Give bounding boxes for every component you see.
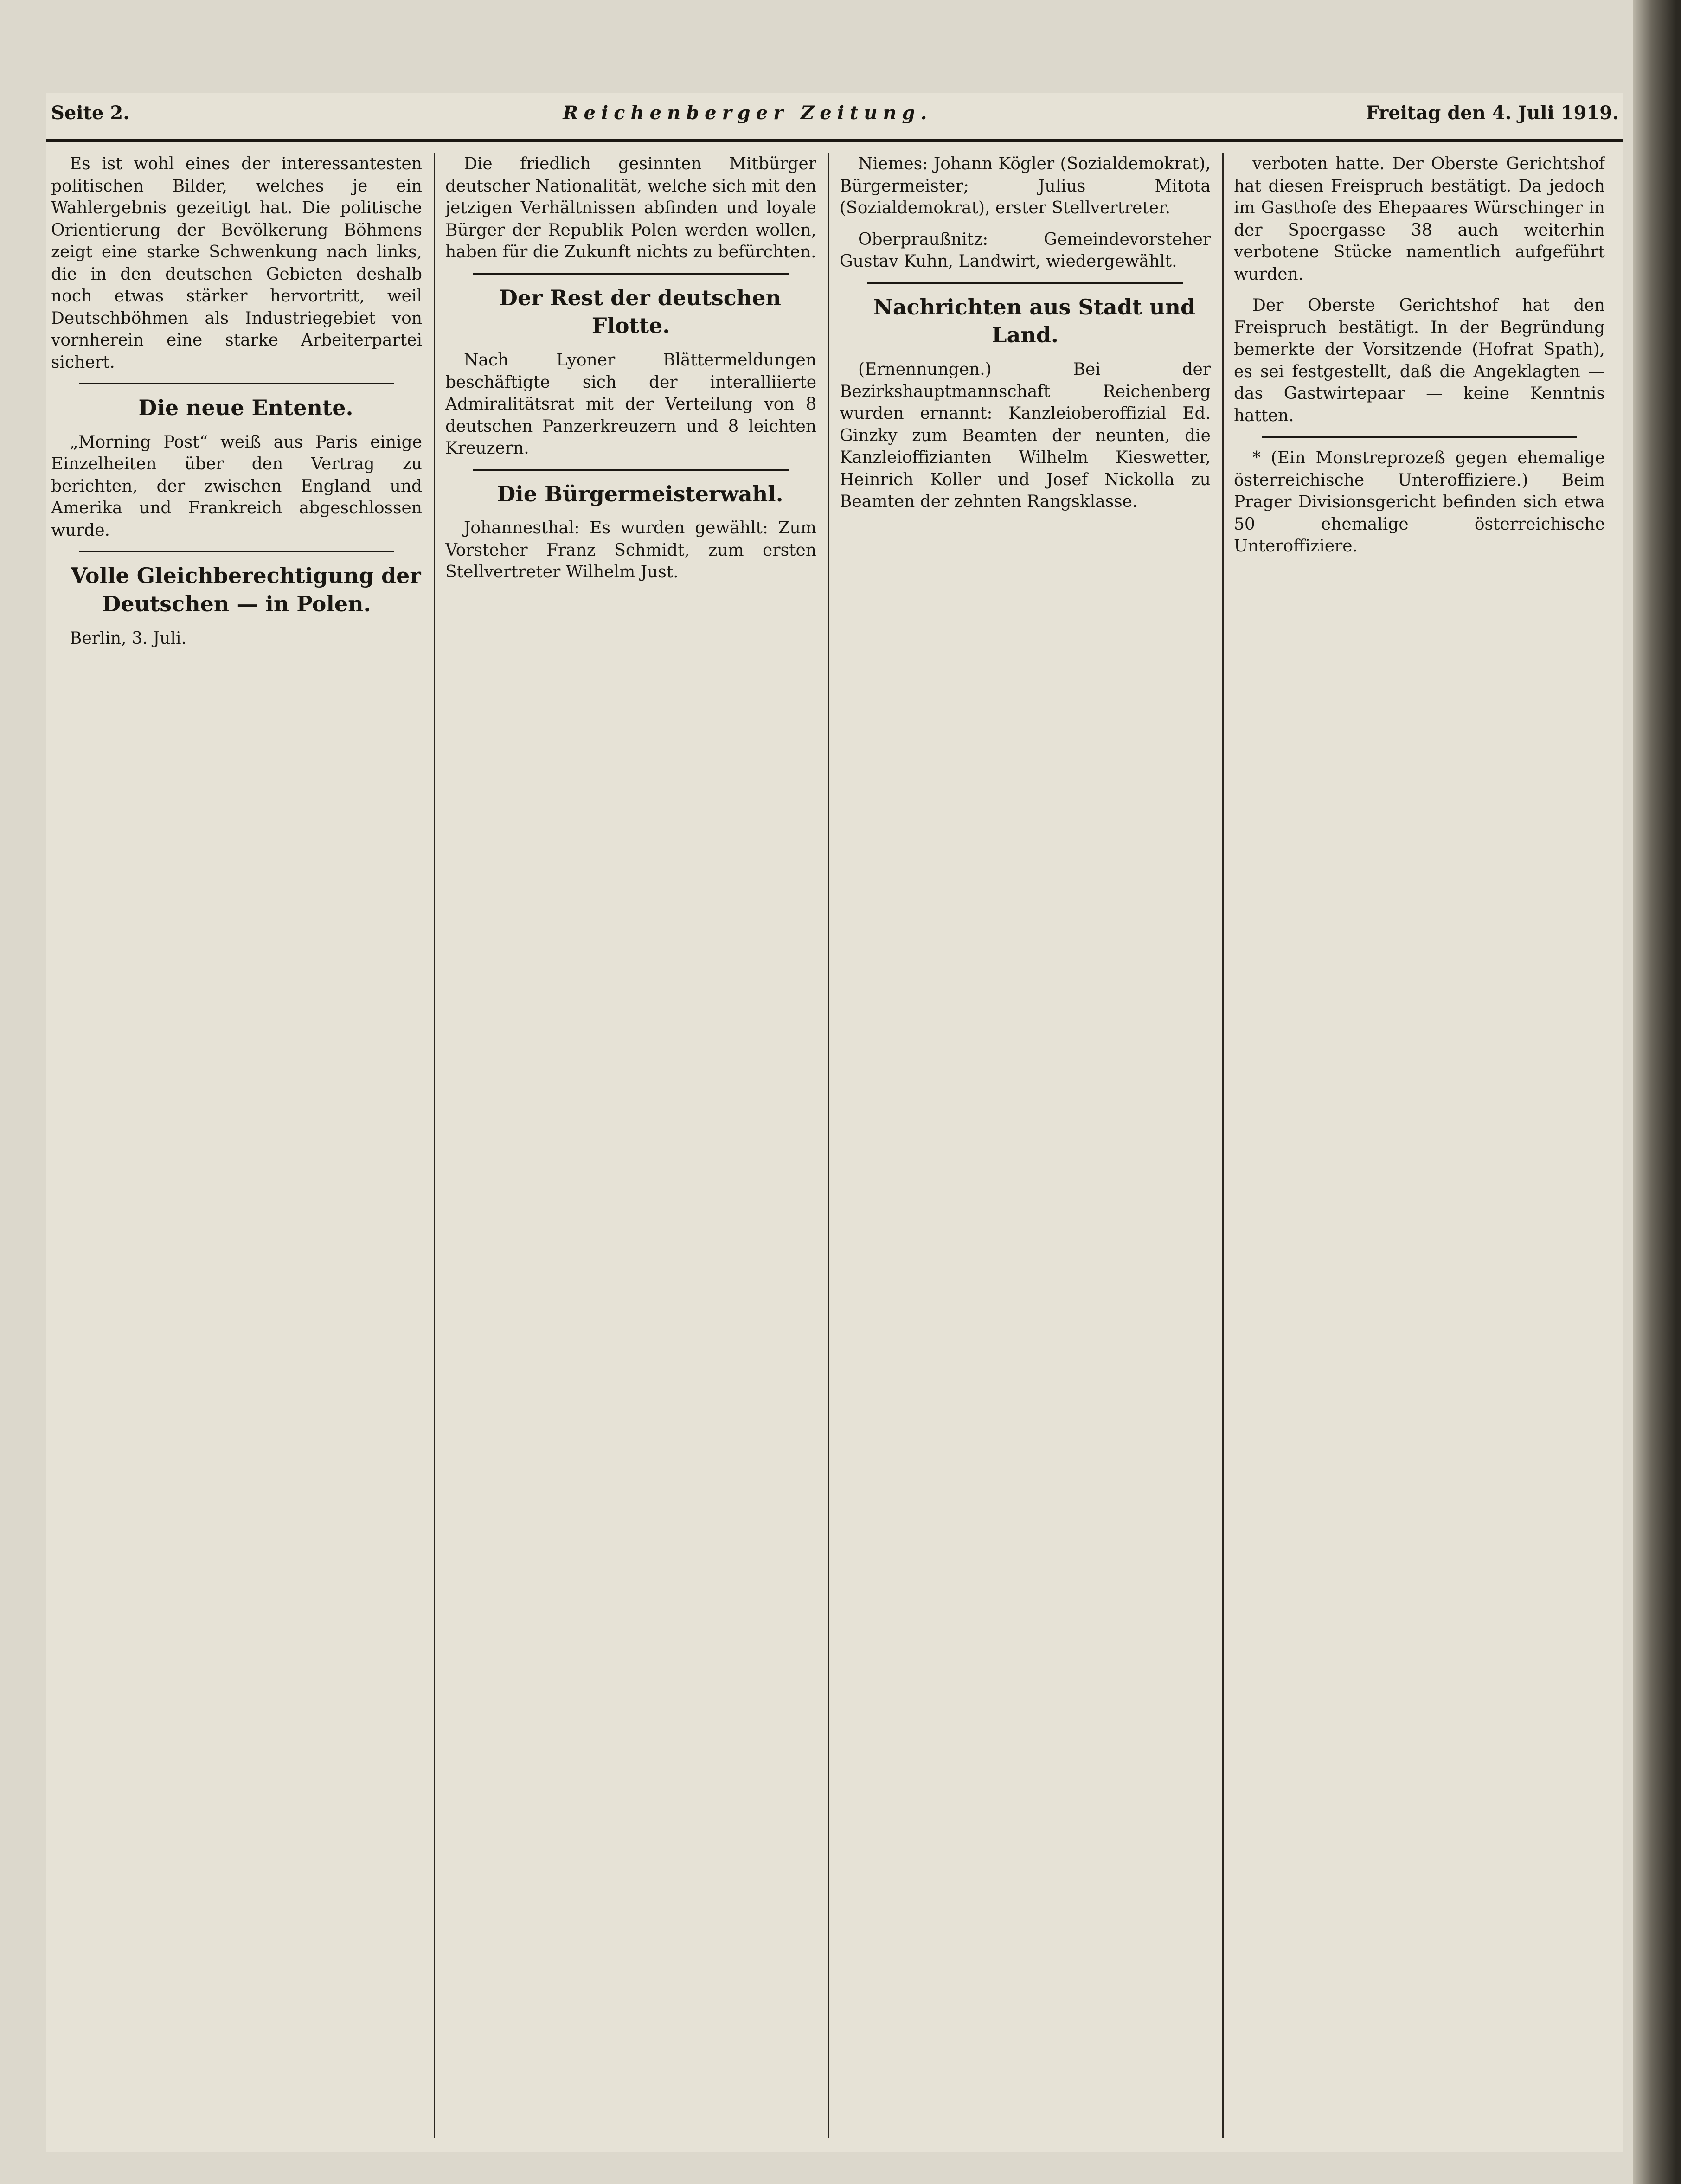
column-1 xyxy=(51,153,422,2138)
page-number: Seite 2. xyxy=(51,102,130,124)
article-paragraph: verboten hatte. Der Oberste Gerichtshof hat diesen Freispruch bestätigt. Da jedoch im Gasthofe des Ehepaares Würschinger in der Spoergasse 38 auch weiterhin verbotene Stücke namentlich aufgeführt wurden. xyxy=(1234,154,1605,284)
article-separator xyxy=(79,383,394,384)
article-separator xyxy=(867,282,1183,284)
column-4 xyxy=(1234,153,1605,2138)
headline: Nachrichten aus Stadt und Land. xyxy=(873,294,1196,348)
issue-date: Freitag den 4. Juli 1919. xyxy=(1366,102,1619,124)
dateline: Berlin, 3. Juli. xyxy=(70,628,186,648)
article-separator xyxy=(79,551,394,552)
column-divider xyxy=(828,153,829,2138)
headline: Die neue Entente. xyxy=(138,395,353,421)
column-2 xyxy=(445,153,816,2138)
article-paragraph: Oberpraußnitz: Gemeindevorsteher Gustav Kuhn, Landwirt, wiedergewählt. xyxy=(840,230,1211,271)
article-paragraph: Es ist wohl eines der interessantesten politischen Bilder, welches je ein Wahlergebnis gezeitigt hat. Die politische Orientierung der Bevölkerung Böhmens zeigt eine starke Schwenkung nach links, die in den deutschen Gebieten deshalb noch etwas stärker hervortritt, weil Deutschböhmen als Industriegebiet von vornherein eine starke Arbeiterpartei sichert. xyxy=(51,154,422,372)
column-3 xyxy=(840,153,1211,2138)
column-divider xyxy=(1222,153,1224,2138)
article-separator xyxy=(473,469,789,471)
article-paragraph: Nach Lyoner Blättermeldungen beschäftigte sich der interalliierte Admiralitätsrat mit der Verteilung von 8 deutschen Panzerkreuzern und 8 leichten Kreuzern. xyxy=(445,351,816,458)
binding-shadow xyxy=(1633,0,1681,2184)
article-paragraph: Die friedlich gesinnten Mitbürger deutscher Nationalität, welche sich mit den jetzigen Verhältnissen abfinden und loyale Bürger der Republik Polen werden wollen, haben für die Zukunft nichts zu befürchten. xyxy=(445,154,816,262)
headline: Die Bürgermeisterwahl. xyxy=(497,481,783,506)
article-paragraph: „Morning Post“ weiß aus Paris einige Einzelheiten über den Vertrag zu berichten, der zwischen England und Amerika und Frankreich abgeschlossen wurde. xyxy=(51,432,422,540)
article-paragraph: (Ernennungen.) Bei der Bezirkshauptmannschaft Reichenberg wurden ernannt: Kanzleioberoffizial Ed. Ginzky zum Beamten der neunten, die Kanzleioffizianten Wilhelm Kieswetter, Heinrich Koller und Josef Nickolla zu Beamten der zehnten Rangsklasse. xyxy=(840,360,1211,512)
newspaper-page xyxy=(46,93,1623,2152)
headline: Der Rest der deutschen Flotte. xyxy=(499,285,781,339)
article-separator xyxy=(1262,436,1577,438)
headline: Volle Gleichberechtigung der Deutschen — in Polen. xyxy=(71,563,421,617)
article-separator xyxy=(473,273,789,275)
newspaper-title: Reichenberger Zeitung. xyxy=(563,102,933,124)
article-paragraph: Der Oberste Gerichtshof hat den Freispruch bestätigt. In der Begründung bemerkte der Vorsitzende (Hofrat Spath), es sei festgestellt, daß die Angeklagten — das Gastwirtepaar — keine Kenntnis hatten. xyxy=(1234,296,1605,425)
article-paragraph: Niemes: Johann Kögler (Sozialdemokrat), Bürgermeister; Julius Mitota (Sozialdemokrat), erster Stellvertreter. xyxy=(840,154,1211,218)
article-paragraph: Johannesthal: Es wurden gewählt: Zum Vorsteher Franz Schmidt, zum ersten Stellvertreter Wilhelm Just. xyxy=(445,519,816,582)
masthead xyxy=(46,102,1623,134)
article-paragraph: * (Ein Monstreprozeß gegen ehemalige österreichische Unteroffiziere.) Beim Prager Divisionsgericht befinden sich etwa 50 ehemalige österreichische Unteroffiziere. xyxy=(1234,448,1605,556)
column-divider xyxy=(434,153,435,2138)
masthead-rule xyxy=(46,139,1623,142)
